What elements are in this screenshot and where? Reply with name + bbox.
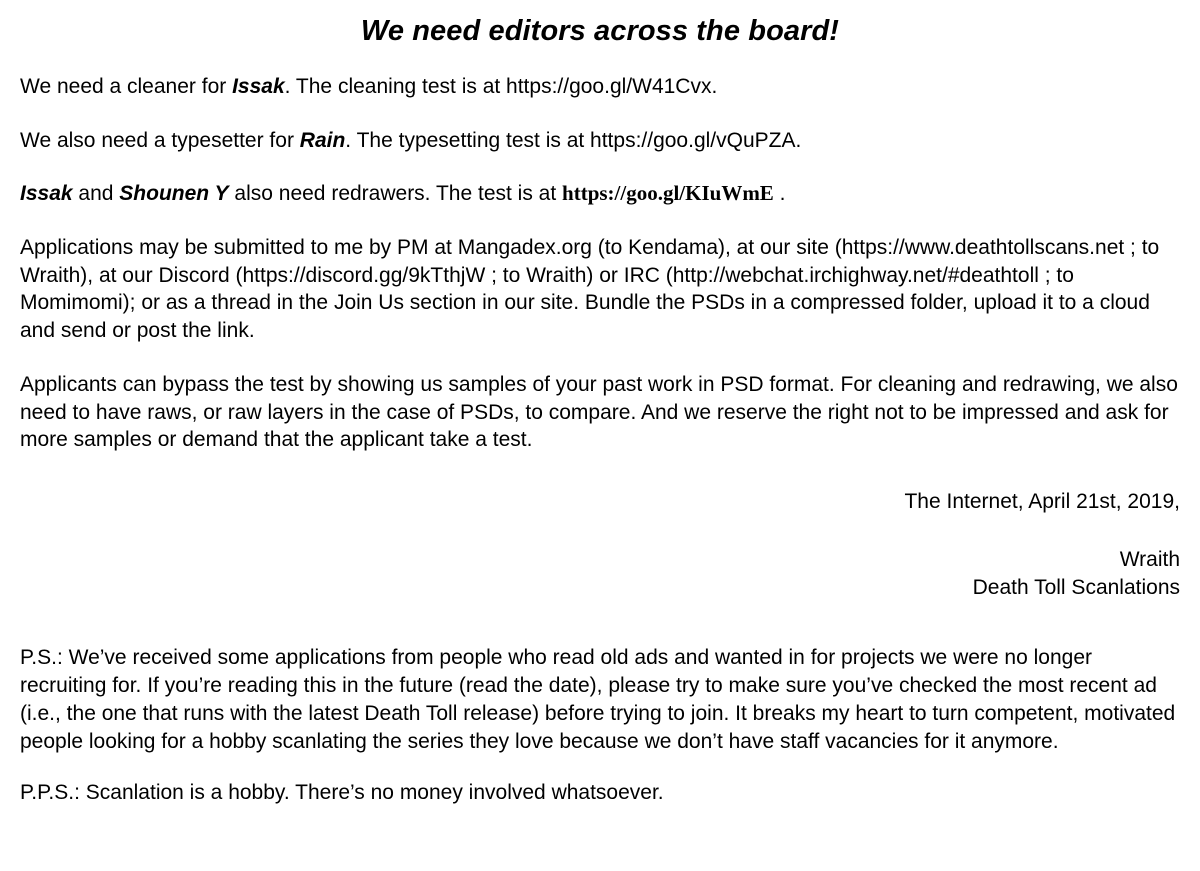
series-name-issak-2: Issak bbox=[20, 182, 73, 206]
paragraph-cleaner-pre: We need a cleaner for bbox=[20, 74, 233, 98]
paragraph-typesetter-post: . The typesetting test is at https://goo.gl/vQuPZA. bbox=[345, 128, 802, 152]
paragraph-redrawers-post: also need redrawers. The test is at bbox=[228, 182, 563, 206]
signature-block bbox=[20, 488, 1180, 602]
page-title: We need editors across the board! bbox=[360, 15, 840, 47]
paragraph-cleaner-post: . The cleaning test is at https://goo.gl/W41Cvx. bbox=[284, 74, 718, 98]
signature-group: Death Toll Scanlations bbox=[972, 576, 1180, 600]
series-name-issak: Issak bbox=[232, 74, 285, 98]
signature-date: The Internet, April 21st, 2019, bbox=[904, 489, 1180, 513]
paragraph-redrawers bbox=[20, 180, 1180, 208]
paragraph-typesetter-pre: We also need a typesetter for bbox=[20, 128, 300, 152]
redraw-test-link: https://goo.gl/KIuWmE bbox=[562, 181, 774, 206]
paragraph-cleaner bbox=[20, 73, 1180, 101]
postscript-block bbox=[20, 644, 1180, 807]
series-name-rain: Rain bbox=[299, 128, 346, 152]
paragraph-redrawers-mid: and bbox=[72, 182, 120, 206]
series-name-shounen-y: Shounen Y bbox=[119, 182, 229, 206]
paragraph-typesetter bbox=[20, 127, 1180, 155]
postscript-ps: P.S.: We’ve received some applications from people who read old ads and wanted in for projects we were no longer recruiting for. If you’re reading this in the future (read the date), please try to make sure you’ve checked the most recent ad (i.e., the one that runs with the latest Death Toll release) before trying to join. It breaks my heart to turn competent, motivated people looking for a hobby scanlating the series they love because we don’t have staff vacancies for it anymore. bbox=[20, 646, 1176, 753]
paragraph-bypass: Applicants can bypass the test by showing us samples of your past work in PSD format. For cleaning and redrawing, we also need to have raws, or raw layers in the case of PSDs, to compare. And we reserve the right not to be impressed and ask for more samples or demand that the applicant take a test. bbox=[20, 372, 1178, 452]
paragraph-redrawers-tail: . bbox=[773, 182, 786, 206]
signature-name: Wraith bbox=[1119, 547, 1180, 571]
postscript-pps: P.P.S.: Scanlation is a hobby. There’s no money involved whatsoever. bbox=[20, 781, 664, 805]
paragraph-applications: Applications may be submitted to me by PM at Mangadex.org (to Kendama), at our site (https://www.deathtollscans.net ; to Wraith), at our Discord (https://discord.gg/9kTthjW ; to Wraith) or IRC (http://webchat.irchighway.net/#deathtoll ; to Momimomi); or as a thread in the Join Us section in our site. Bundle the PSDs in a compressed folder, upload it to a cloud and send or post the link. bbox=[20, 235, 1160, 343]
